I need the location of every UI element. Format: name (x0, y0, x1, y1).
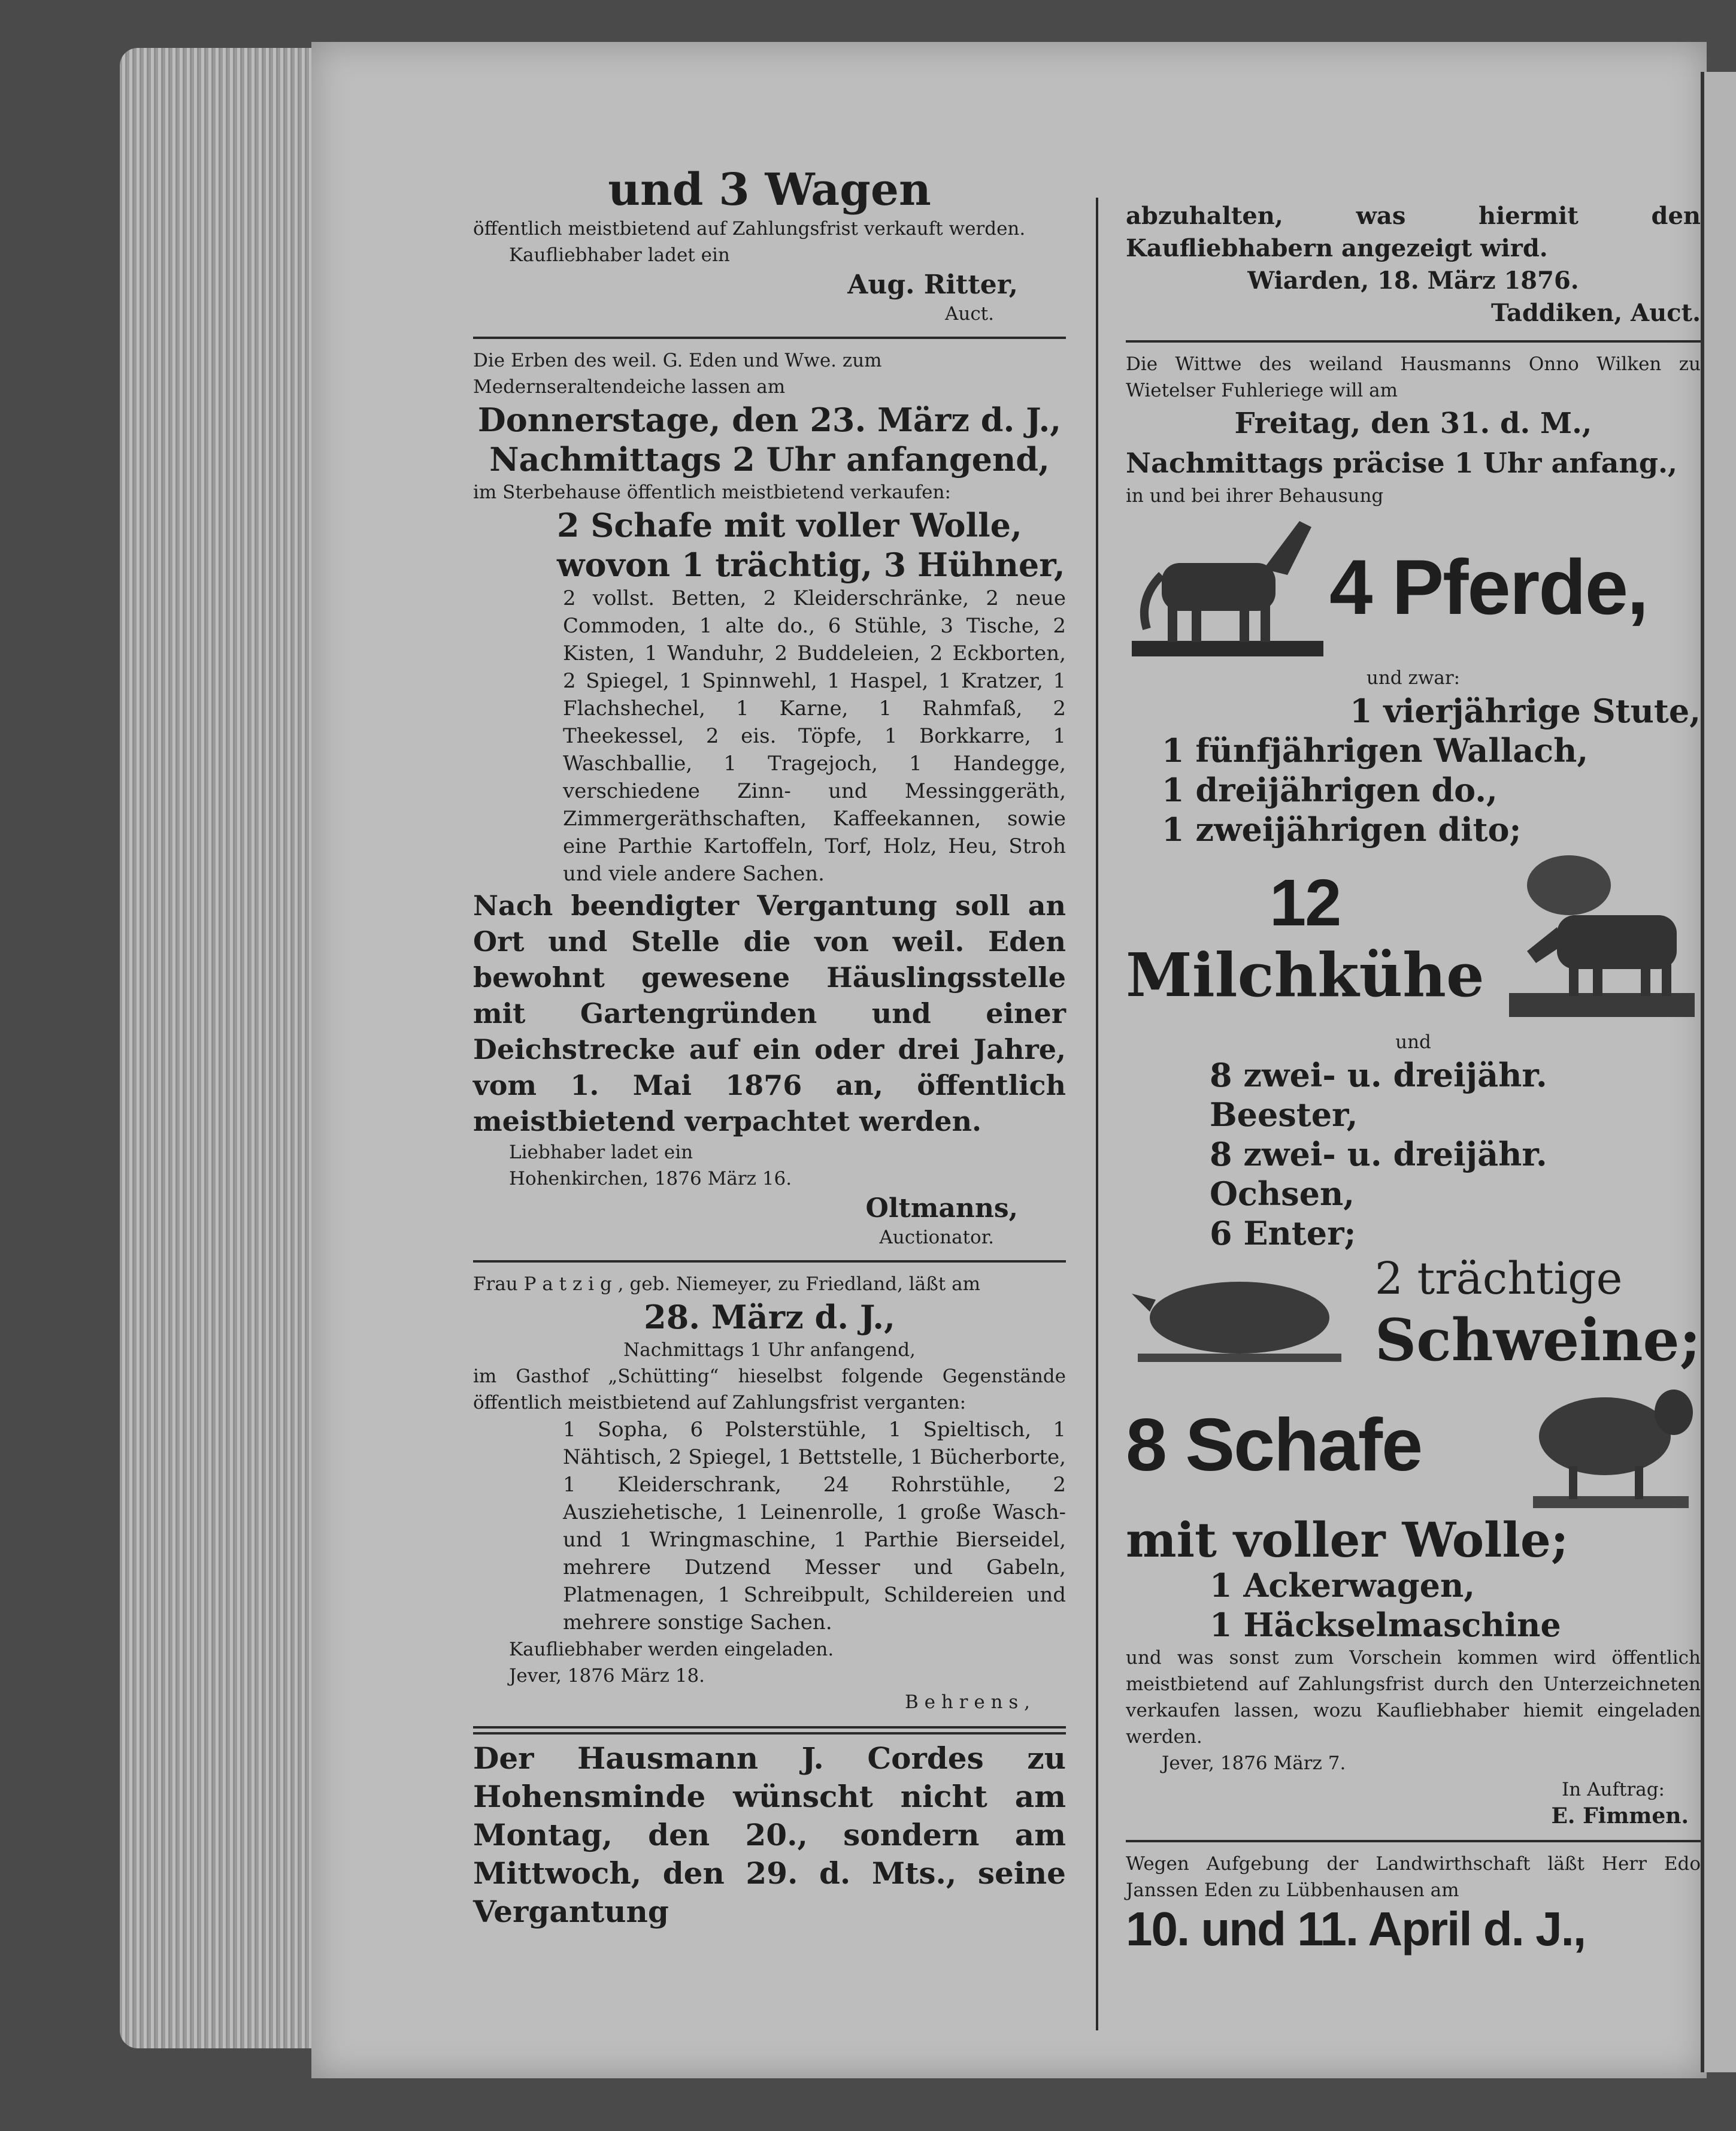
ad-date: 28. März d. J., (644, 1298, 895, 1336)
ad-dateline: Hohenkirchen, 1876 März 16. (509, 1168, 792, 1189)
headline-wagen: und 3 Wagen (608, 164, 931, 216)
book-page-edges (120, 48, 335, 2048)
horse-item: 1 zweijährigen dito; (1162, 810, 1522, 849)
signature-title: Auct. (944, 303, 994, 325)
ad-taddiken (1126, 192, 1701, 343)
ad-dateline: Jever, 1876 März 7. (1162, 1752, 1346, 1774)
horse-block (1126, 509, 1701, 665)
ad-date: Freitag, den 31. d. M., (1234, 407, 1592, 440)
headline-schweine: Schweine; (1374, 1306, 1701, 1374)
ad-patzig (473, 1263, 1066, 1729)
ad-date: 10. und 11. April d. J., (1126, 1902, 1586, 1956)
equipment-item: 1 Häckselmaschine (1210, 1606, 1561, 1644)
ad-text: Frau P a t z i g , geb. Niemeyer, zu Friedland, läßt am (473, 1273, 980, 1295)
horse-item: 1 dreijährigen do., (1162, 771, 1498, 809)
ad-text: im Gasthof „Schütting“ hieselbst folgende Gegenstände öffentlich meistbietend auf Zahlungsfrist verganten: (473, 1366, 1066, 1413)
ad-items-list: 2 vollst. Betten, 2 Kleiderschränke, 2 neue Commoden, 1 alte do., 6 Stühle, 3 Tische, 2 Kisten, 1 Wanduhr, 2 Buddeleien, 2 Eckborten, 2 Spiegel, 1 Spinnwehl, 1 Haspel, 1 Kratzer, 1 Flachshechel, 1 Karne, 1 Rahmfaß, 2 Theekessel, 2 eis. Töpfe, 1 Borkkarre, 1 Waschballie, 1 Tragejoch, 1 Handegge, verschiedene Zinn- und Messinggeräth, Zimmergeräthschaften, Kaffeekannen, sowie eine Parthie Kartoffeln, Torf, Holz, Heu, Stroh und viele andere Sachen. (563, 586, 1066, 886)
right-column (1126, 192, 1701, 1966)
left-column (473, 156, 1066, 1931)
column-divider (1096, 198, 1098, 2030)
sheep-illustration-icon (1515, 1376, 1701, 1514)
cows-number: 12 (1270, 866, 1341, 940)
headline-pferde: 4 Pferde, (1329, 543, 1648, 631)
ad-dateline: Jever, 1876 März 18. (509, 1665, 705, 1687)
headline-schafe: 8 Schafe (1126, 1404, 1422, 1487)
ad-time: Nachmittags 2 Uhr anfangend, (489, 440, 1050, 479)
ad-text: in und bei ihrer Behausung (1126, 485, 1384, 507)
ad-ritter (473, 156, 1066, 339)
ad-text: und was sonst zum Vorschein kommen wird öffentlich meistbietend auf Zahlungsfrist durch den Unterzeichneten verkaufen lassen, wozu Kaufliebhaber hiemit eingeladen werden. (1126, 1647, 1701, 1748)
ad-wilken (1126, 343, 1701, 1842)
ad-text: im Sterbehause öffentlich meistbietend verkaufen: (473, 482, 951, 503)
signature: Taddiken, Auct. (1491, 299, 1701, 327)
ad-eden-luebbenhausen (1126, 1842, 1701, 1966)
signature: Aug. Ritter, (847, 270, 1018, 300)
ad-text: Liebhaber ladet ein (509, 1142, 693, 1163)
ad-text: Kaufliebhaber ladet ein (509, 244, 730, 266)
adjacent-page-edge (1701, 72, 1736, 2072)
ad-text: Die Erben des weil. G. Eden und Wwe. zum (473, 350, 882, 371)
ad-text: abzuhalten, was hiermit den Kaufliebhabern angezeigt wird. (1126, 202, 1701, 262)
signature: Oltmanns, (865, 1193, 1018, 1224)
ad-text: Wegen Aufgebung der Landwirthschaft läßt Herr Edo Janssen Eden zu Lübbenhausen am (1126, 1853, 1701, 1901)
ad-text: und zwar: (1366, 667, 1461, 689)
ad-date: Donnerstage, den 23. März d. J., (477, 401, 1062, 439)
signature-title: Auctionator. (879, 1227, 994, 1248)
pig-block (1126, 1253, 1701, 1376)
cattle-item: 8 zwei- u. dreijähr. Ochsen, (1210, 1135, 1547, 1213)
ad-text: und (1395, 1031, 1431, 1053)
sheep-block (1126, 1376, 1701, 1514)
ad-dateline: Wiarden, 18. März 1876. (1247, 267, 1579, 295)
pigs-count: 2 trächtige (1374, 1253, 1623, 1304)
cattle-item: 8 zwei- u. dreijähr. Beester, (1210, 1056, 1547, 1134)
signature: B e h r e n s , (905, 1691, 1030, 1713)
ad-items-big: 2 Schafe mit voller Wolle, (557, 506, 1022, 544)
headline-milchkuehe: Milchkühe (1126, 940, 1484, 1010)
ad-items-big: wovon 1 trächtig, 3 Hühner, (557, 546, 1065, 584)
headline-wolle: mit voller Wolle; (1126, 1512, 1569, 1568)
ad-text: In Auftrag: (1562, 1779, 1665, 1800)
ad-text: Die Wittwe des weiland Hausmanns Onno Wilken zu Wietelser Fuhleriege will am (1126, 353, 1701, 401)
cow-block (1126, 849, 1701, 1029)
cow-illustration-icon (1503, 849, 1701, 1029)
ad-text: Medernseraltendeiche lassen am (473, 376, 786, 398)
horse-illustration-icon (1126, 509, 1329, 665)
ad-time: Nachmittags präcise 1 Uhr anfang., (1126, 447, 1678, 479)
ad-eden-erben (473, 339, 1066, 1263)
ad-cordes (473, 1732, 1066, 1931)
ad-items-list: 1 Sopha, 6 Polsterstühle, 1 Spieltisch, 1 Nähtisch, 2 Spiegel, 1 Bettstelle, 1 Bücherborte, 1 Kleiderschrank, 24 Rohrstühle, 2 Ausziehetische, 1 Leinenrolle, 1 große Wasch- und 1 Wringmaschine, 1 Parthie Bierseidel, mehrere Dutzend Messer und Gabeln, Platmenagen, 1 Schreibpult, Schildereien und mehrere sonstige Sachen. (563, 1418, 1066, 1634)
ad-time: Nachmittags 1 Uhr anfangend, (623, 1339, 916, 1361)
horse-item: 1 fünfjährigen Wallach, (1162, 731, 1589, 770)
ad-text: Kaufliebhaber werden eingeladen. (509, 1639, 834, 1660)
cattle-item: 6 Enter; (1210, 1214, 1356, 1252)
signature: E. Fimmen. (1551, 1803, 1689, 1829)
pig-illustration-icon (1126, 1258, 1353, 1372)
ad-lease: Nach beendigter Vergantung soll an Ort und Stelle die von weil. Eden bewohnt gewesene Häuslingsstelle mit Gartengründen und einer Deichstrecke auf ein oder drei Jahre, vom 1. Mai 1876 an, öffentlich meistbietend verpachtet werden. (473, 889, 1066, 1137)
ad-text: öffentlich meistbietend auf Zahlungsfrist verkauft werden. (473, 218, 1026, 240)
equipment-item: 1 Ackerwagen, (1210, 1566, 1476, 1605)
ad-text: Der Hausmann J. Cordes zu Hohensminde wünscht nicht am Montag, den 20., sondern am Mittwoch, den 29. d. Mts., seine Vergantung (473, 1740, 1066, 1929)
horse-item: 1 vierjährige Stute, (1349, 692, 1701, 730)
